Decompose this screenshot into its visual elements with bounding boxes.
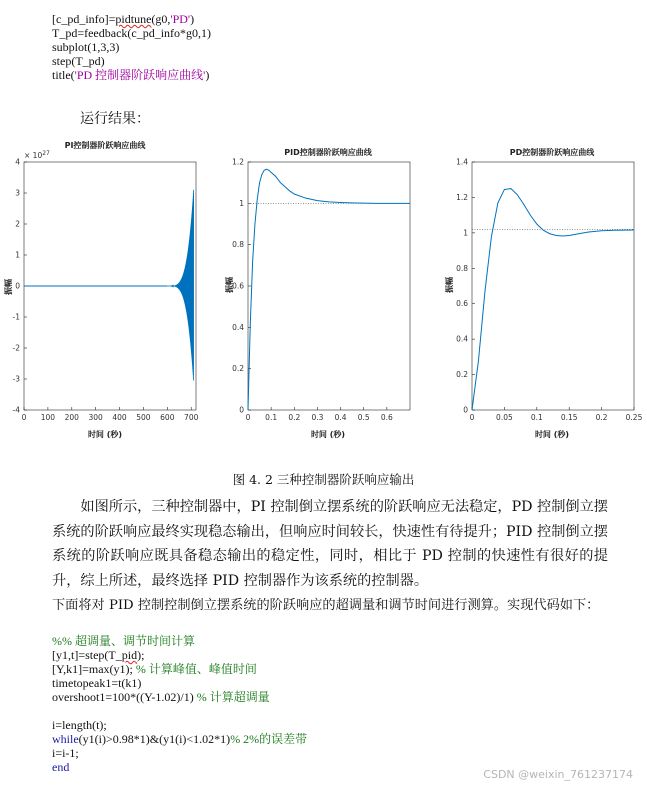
y-tick-label: 0 [463, 405, 468, 415]
x-tick-label: 0.2 [288, 413, 301, 422]
y-tick-label: 0.8 [456, 263, 468, 273]
pi-plot-area [13, 158, 199, 423]
x-tick-label: 0 [21, 413, 27, 422]
code-token: end [52, 760, 70, 774]
code-line [52, 12, 211, 26]
y-axis-label: 振幅 [445, 277, 454, 293]
x-tick-label: 0.15 [560, 413, 578, 422]
x-tick-label: 600 [160, 413, 175, 422]
chart-title: PI控制器阶跃响应曲线 [64, 141, 146, 150]
y-tick-label: 1 [463, 228, 468, 238]
code-token: % 计算超调量 [196, 690, 270, 704]
code-token: ) [205, 68, 210, 82]
x-tick-label: 400 [112, 413, 127, 422]
code-line [52, 634, 307, 648]
code-line [52, 648, 307, 662]
x-axis-label: 时间 (秒) [534, 430, 570, 439]
chart-title: PD控制器阶跃响应曲线 [509, 148, 595, 157]
code-line [52, 68, 211, 82]
code-token: pid [121, 648, 138, 662]
y-tick-label: -4 [12, 405, 20, 415]
code-token: pidtune [115, 12, 152, 26]
y-tick-label: 0.8 [232, 240, 244, 250]
x-tick-label: 0.3 [311, 413, 324, 422]
code-line [52, 746, 307, 760]
code-block-bottom [52, 634, 307, 774]
x-tick-label: 100 [40, 413, 56, 422]
y-tick-label: 3 [15, 188, 20, 198]
code-line [52, 40, 211, 54]
y-tick-label: 0 [239, 405, 244, 415]
x-tick-label: 0.1 [265, 413, 278, 422]
code-token: overshoot1=100*((Y-1.02)/1) [52, 690, 197, 704]
y-tick-label: -2 [12, 343, 20, 353]
pd-plot-area [456, 158, 643, 423]
x-tick-label: 0.5 [357, 413, 370, 422]
code-line [52, 718, 307, 732]
y-tick-label: 0.4 [456, 334, 468, 344]
code-token: i=i-1; [52, 746, 79, 760]
x-tick-label: 0.2 [595, 413, 608, 422]
y-tick-label: 4 [15, 157, 20, 167]
code-token: timetopeak1=t(k1) [52, 676, 142, 690]
y-axis-label: 振幅 [4, 279, 13, 295]
code-token: 'PD 控制器阶跃响应曲线' [74, 68, 206, 82]
code-intro-text: 下面将对 PID 控制控制倒立摆系统的阶跃响应的超调量和调节时间进行测算。实现代码如下： [52, 598, 600, 613]
code-token: subplot(1,3,3) [52, 40, 120, 54]
x-tick-label: 0.6 [380, 413, 393, 422]
plot-frame [472, 162, 634, 410]
x-axis-label: 时间 (秒) [310, 430, 346, 439]
y-tick-label: 0.2 [456, 370, 468, 380]
y-exponent: × $10^{27}$ [24, 150, 50, 160]
y-tick-label: 2 [15, 219, 20, 229]
chart-title: PID控制器阶跃响应曲线 [284, 148, 372, 157]
y-tick-label: 1.4 [456, 157, 468, 167]
code-token: %% 超调量、调节时间计算 [52, 634, 195, 648]
code-token: [Y,k1]=max(y1); [52, 662, 136, 676]
code-token: (y1(i)>0.98*1)&(y1(i)<1.02*1) [78, 732, 231, 746]
pid-step-response-chart [222, 142, 422, 447]
y-tick-label: 1.2 [232, 157, 244, 167]
y-tick-label: 0.4 [232, 322, 244, 332]
x-tick-label: 0.1 [530, 413, 543, 422]
pi-step-response-chart [0, 132, 200, 447]
plot-frame [248, 162, 410, 410]
x-axis-label: 时间 (秒) [87, 430, 123, 439]
code-token: [y1,t]=step(T_ [52, 648, 122, 662]
x-tick-label: 500 [136, 413, 151, 422]
y-tick-label: -3 [12, 374, 20, 384]
code-token: % 计算峰值、峰值时间 [135, 662, 257, 676]
y-tick-label: 0.6 [232, 281, 244, 291]
y-tick-label: 1 [239, 198, 244, 208]
code-token: (g0, [151, 12, 171, 26]
y-axis-label: 振幅 [225, 277, 234, 293]
y-tick-label: 1.2 [456, 192, 468, 202]
code-line [52, 26, 211, 40]
code-token: while [52, 732, 79, 746]
code-line [52, 760, 307, 774]
code-token: T_pd=feedback(c_pd_info*g0,1) [52, 26, 212, 40]
section-heading: 运行结果： [80, 111, 150, 127]
code-token: 'PD' [170, 12, 191, 26]
code-token: ); [137, 648, 145, 662]
code-line [52, 676, 307, 690]
x-tick-label: 0 [469, 413, 475, 422]
code-token: i=length(t); [52, 718, 107, 732]
y-tick-label: 1 [15, 250, 20, 260]
code-token: [c_pd_info]= [52, 12, 116, 26]
csdn-watermark: CSDN @weixin_761237174 [483, 768, 633, 781]
x-tick-label: 700 [184, 413, 199, 422]
y-tick-label: 0 [15, 281, 20, 291]
code-token: title( [52, 68, 75, 82]
x-tick-label: 0 [245, 413, 251, 422]
x-tick-label: 0.25 [625, 413, 643, 422]
code-line [52, 662, 307, 676]
code-token: % 2%的误差带 [230, 732, 308, 746]
x-tick-label: 0.4 [334, 413, 347, 422]
figure-caption: 图 4. 2 三种控制器阶跃响应输出 [232, 472, 415, 487]
code-line [52, 54, 211, 68]
y-tick-label: 0.2 [232, 364, 244, 374]
code-block-top [52, 12, 211, 82]
y-tick-label: -1 [12, 312, 20, 322]
code-line [52, 690, 307, 704]
y-tick-label: 0.6 [456, 299, 468, 309]
code-line [52, 704, 307, 718]
x-tick-label: 0.05 [496, 413, 513, 422]
code-token: ) [190, 12, 195, 26]
code-token: step(T_pd) [52, 54, 105, 68]
pd-step-response-chart [444, 142, 644, 447]
body-paragraph: 如图所示，三种控制器中，PI 控制倒立摆系统的阶跃响应无法稳定，PD 控制倒立摆系统的阶跃响应最终实现稳态输出，但响应时间较长，快速性有待提升；PID 控制倒立摆系统的阶跃响应既具备稳态输出的稳定性，同时，相比于 PD 控制的快速性有很好的提升，综上所述，最终选择 PID 控制器作为该系统的控制器。 [52, 499, 608, 589]
code-line [52, 732, 307, 746]
pid-plot-area [232, 158, 410, 423]
x-tick-label: 300 [88, 413, 103, 422]
x-tick-label: 200 [64, 413, 79, 422]
